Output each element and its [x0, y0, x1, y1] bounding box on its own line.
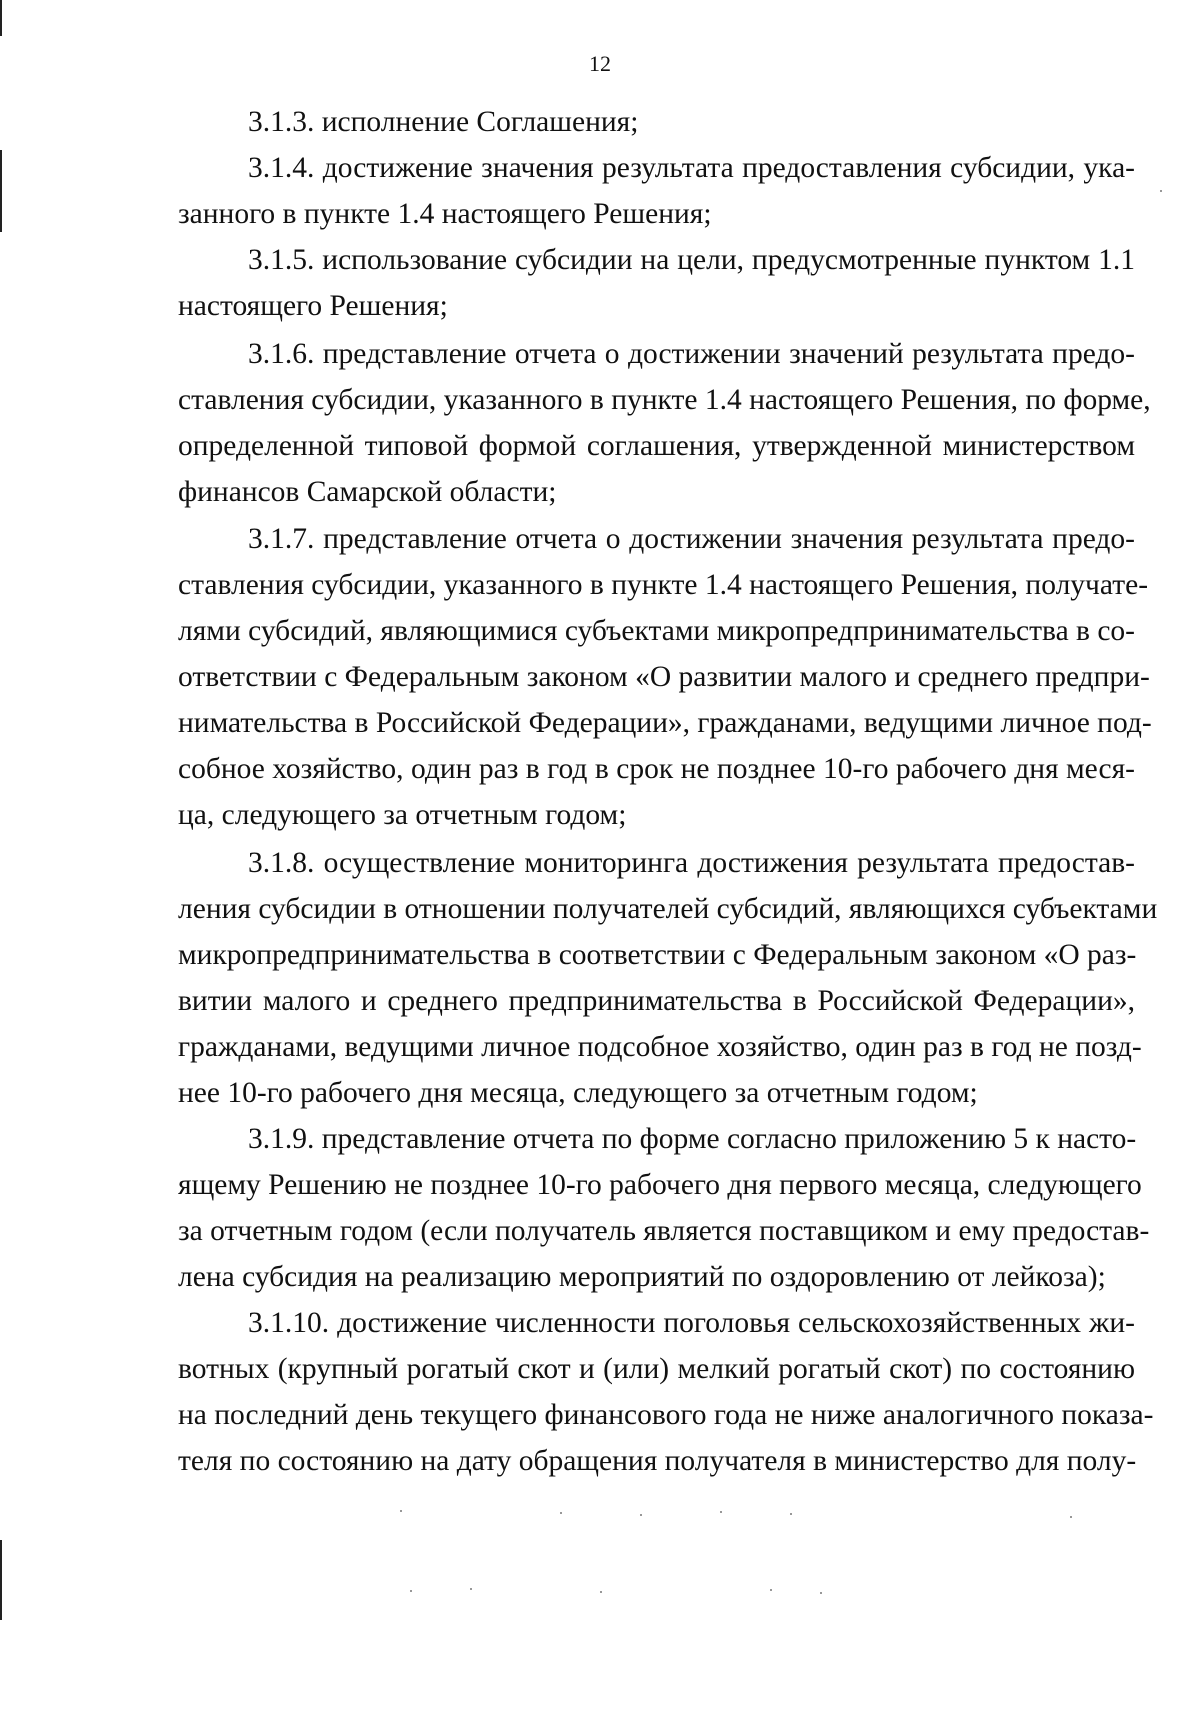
paragraph-3-1-8-line-1: 3.1.8. осуществление мониторинга достижения результата предостав-: [248, 847, 1135, 879]
scan-speck: [790, 1513, 792, 1515]
paragraph-3-1-6-line-1: 3.1.6. представление отчета о достижении значений результата предо-: [248, 338, 1135, 370]
scan-speck: [470, 1588, 472, 1590]
paragraph-3-1-8-line-5: гражданами, ведущими личное подсобное хозяйство, один раз в год не позд-: [178, 1031, 1142, 1063]
paragraph-3-1-4-line-1: 3.1.4. достижение значения результата предоставления субсидии, ука-: [248, 152, 1135, 184]
scan-speck: [1070, 1516, 1072, 1518]
scan-speck: [770, 1589, 772, 1591]
paragraph-3-1-9-line-4: лена субсидия на реализацию мероприятий по оздоровлению от лейкоза);: [178, 1261, 1106, 1293]
paragraph-3-1-6-line-2: ставления субсидии, указанного в пункте 1.4 настоящего Решения, по форме,: [178, 384, 1151, 416]
paragraph-3-1-9-line-1: 3.1.9. представление отчета по форме согласно приложению 5 к насто-: [248, 1123, 1137, 1155]
page-number: 12: [589, 51, 611, 76]
scan-edge-mark: [0, 150, 2, 232]
paragraph-3-1-3-line-1: 3.1.3. исполнение Соглашения;: [248, 106, 639, 138]
paragraph-3-1-10-line-3: на последний день текущего финансового года не ниже аналогичного показа-: [178, 1399, 1154, 1431]
paragraph-3-1-8-line-2: ления субсидии в отношении получателей субсидий, являющихся субъектами: [178, 893, 1158, 925]
paragraph-3-1-7-line-1: 3.1.7. представление отчета о достижении значения результата предо-: [248, 523, 1135, 555]
paragraph-3-1-6-line-4: финансов Самарской области;: [178, 476, 557, 508]
scan-speck: [1160, 190, 1162, 192]
paragraph-3-1-5-line-2: настоящего Решения;: [178, 290, 448, 322]
scan-speck: [640, 1514, 642, 1516]
paragraph-3-1-7-line-3: лями субсидий, являющимися субъектами микропредпринимательства в со-: [178, 615, 1136, 647]
scan-edge-mark: [0, 0, 2, 36]
scan-speck: [600, 1591, 602, 1593]
scan-edge-mark: [0, 1540, 2, 1620]
paragraph-3-1-6-line-3: определенной типовой формой соглашения, утвержденной министерством: [178, 430, 1135, 462]
paragraph-3-1-10-line-2: вотных (крупный рогатый скот и (или) мелкий рогатый скот) по состоянию: [178, 1353, 1135, 1385]
paragraph-3-1-10-line-1: 3.1.10. достижение численности поголовья сельскохозяйственных жи-: [248, 1307, 1135, 1339]
paragraph-3-1-7-line-7: ца, следующего за отчетным годом;: [178, 799, 627, 831]
paragraph-3-1-10-line-4: теля по состоянию на дату обращения получателя в министерство для полу-: [178, 1445, 1137, 1477]
paragraph-3-1-8-line-3: микропредпринимательства в соответствии с Федеральным законом «О раз-: [178, 939, 1137, 971]
paragraph-3-1-5-line-1: 3.1.5. использование субсидии на цели, предусмотренные пунктом 1.1: [248, 244, 1135, 276]
paragraph-3-1-7-line-4: ответствии с Федеральным законом «О развитии малого и среднего предпри-: [178, 661, 1150, 693]
paragraph-3-1-7-line-5: нимательства в Российской Федерации», гражданами, ведущими личное под-: [178, 707, 1152, 739]
scan-speck: [560, 1512, 562, 1514]
paragraph-3-1-7-line-6: собное хозяйство, один раз в год в срок не позднее 10-го рабочего дня меся-: [178, 753, 1135, 785]
scan-speck: [820, 1592, 822, 1594]
paragraph-3-1-4-line-2: занного в пункте 1.4 настоящего Решения;: [178, 198, 712, 230]
paragraph-3-1-8-line-4: витии малого и среднего предпринимательства в Российской Федерации»,: [178, 985, 1135, 1017]
paragraph-3-1-9-line-3: за отчетным годом (если получатель является поставщиком и ему предостав-: [178, 1215, 1150, 1247]
scan-speck: [720, 1511, 722, 1513]
scan-speck: [410, 1590, 412, 1592]
paragraph-3-1-8-line-6: нее 10-го рабочего дня месяца, следующего за отчетным годом;: [178, 1077, 978, 1109]
scan-speck: [400, 1510, 402, 1512]
paragraph-3-1-7-line-2: ставления субсидии, указанного в пункте 1.4 настоящего Решения, получате-: [178, 569, 1149, 601]
paragraph-3-1-9-line-2: ящему Решению не позднее 10-го рабочего дня первого месяца, следующего: [178, 1169, 1142, 1201]
